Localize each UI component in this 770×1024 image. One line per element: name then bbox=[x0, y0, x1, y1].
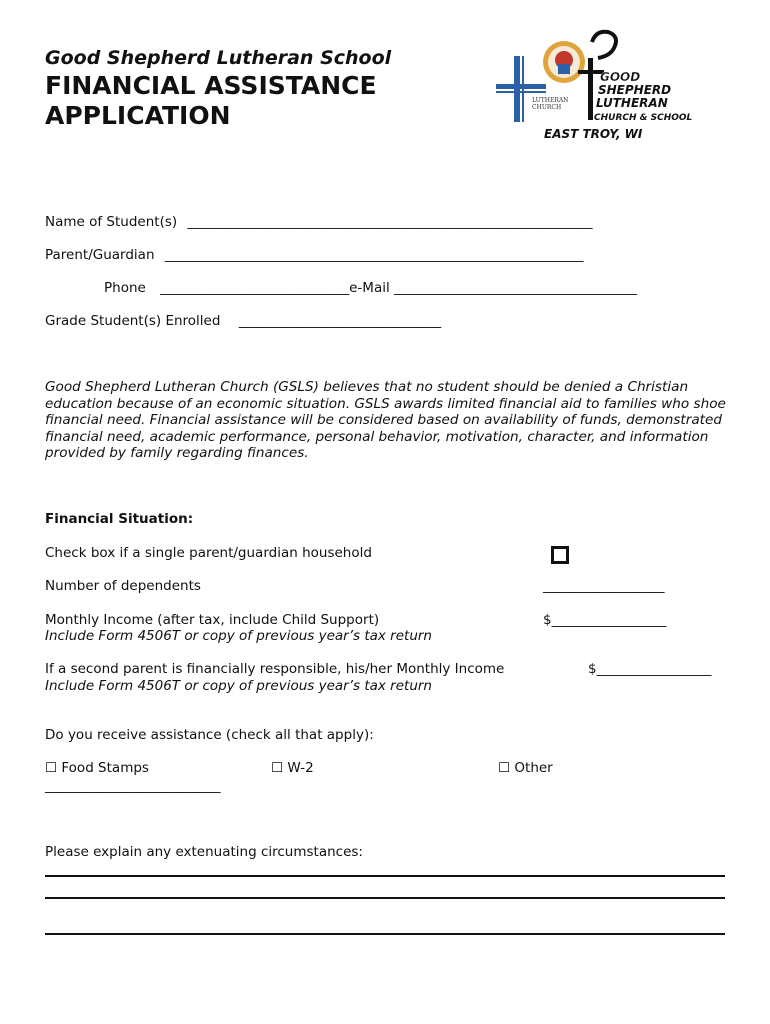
explain-label: Please explain any extenuating circumstances: bbox=[45, 844, 363, 860]
financial-heading: Financial Situation: bbox=[45, 511, 194, 527]
parent-guardian-label: Parent/Guardian bbox=[45, 247, 155, 263]
explain-line-2[interactable] bbox=[45, 897, 725, 899]
single-parent-label: Check box if a single parent/guardian household bbox=[45, 545, 372, 561]
parent-guardian-line[interactable]: ______________________________________________________________ bbox=[164, 247, 584, 263]
email-label: e-Mail bbox=[349, 280, 390, 296]
logo-line4: CHURCH & SCHOOL bbox=[594, 113, 692, 123]
church-logo bbox=[492, 28, 692, 146]
grade-line[interactable]: ______________________________ bbox=[238, 313, 442, 329]
w2-checkbox[interactable]: ☐ W-2 bbox=[271, 760, 314, 776]
logo-location: EAST TROY, WI bbox=[544, 127, 643, 141]
logo-cross-text1: LUTHERAN bbox=[532, 97, 569, 104]
second-income-note: Include Form 4506T or copy of previous year’s tax return bbox=[45, 678, 432, 694]
grade-field[interactable] bbox=[45, 313, 441, 329]
policy-statement: Good Shepherd Lutheran Church (GSLS) believes that no student should be denied a Christian education because of an economic situation. GSLS awards limited financial aid to families who shoe financial need. Financial assistance will be considered based on availability of funds, demonstrated financial need, academic performance, personal behavior, motivation, character, and information provided by family regarding finances. bbox=[45, 379, 726, 462]
second-income-label: If a second parent is financially responsible, his/her Monthly Income bbox=[45, 661, 505, 677]
food-stamps-checkbox[interactable]: ☐ Food Stamps bbox=[45, 760, 149, 776]
logo-line2: SHEPHERD bbox=[598, 83, 672, 97]
income-line[interactable]: $_________________ bbox=[543, 612, 667, 628]
assistance-question: Do you receive assistance (check all that apply): bbox=[45, 727, 374, 743]
grade-label: Grade Student(s) Enrolled bbox=[45, 313, 221, 329]
logo-line3: LUTHERAN bbox=[596, 96, 668, 110]
single-parent-checkbox[interactable] bbox=[551, 546, 569, 564]
student-name-field[interactable] bbox=[45, 214, 592, 230]
student-name-label: Name of Student(s) bbox=[45, 214, 178, 230]
student-name-line[interactable]: ____________________________________________________________ bbox=[187, 214, 593, 230]
income-note: Include Form 4506T or copy of previous year’s tax return bbox=[45, 628, 432, 644]
explain-line-1[interactable] bbox=[45, 875, 725, 877]
other-line[interactable]: __________________________ bbox=[45, 778, 221, 794]
income-label: Monthly Income (after tax, include Child Support) bbox=[45, 612, 380, 628]
email-line[interactable]: ____________________________________ bbox=[394, 280, 638, 296]
dependents-label: Number of dependents bbox=[45, 578, 201, 594]
second-income-line[interactable]: $_________________ bbox=[588, 661, 712, 677]
other-checkbox[interactable]: ☐ Other bbox=[498, 760, 553, 776]
phone-label: Phone bbox=[104, 280, 146, 296]
logo-line1: GOOD bbox=[600, 70, 641, 84]
shepherd-medallion-icon bbox=[543, 41, 585, 83]
logo-cross-text2: CHURCH bbox=[532, 104, 562, 111]
phone-email-field[interactable] bbox=[104, 280, 637, 296]
parent-guardian-field[interactable] bbox=[45, 247, 583, 263]
form-title: FINANCIAL ASSISTANCE APPLICATION bbox=[45, 71, 377, 130]
explain-line-3[interactable] bbox=[45, 933, 725, 935]
cross-icon bbox=[496, 56, 546, 122]
school-name: Good Shepherd Lutheran School bbox=[45, 47, 392, 69]
phone-line[interactable]: ____________________________ bbox=[160, 280, 350, 296]
dependents-line[interactable]: __________________ bbox=[543, 578, 665, 594]
